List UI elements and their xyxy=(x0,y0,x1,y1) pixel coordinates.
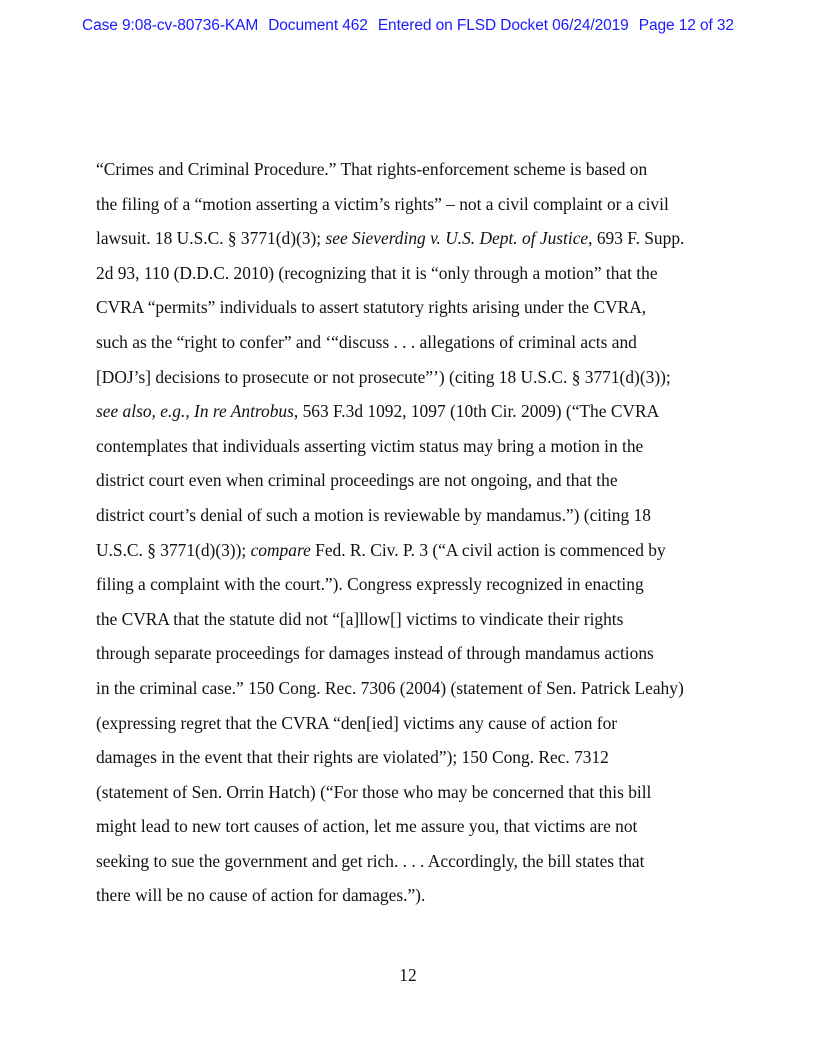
text-line xyxy=(96,325,736,360)
text-segment: 2d 93, 110 (D.D.C. 2010) (recognizing that it is “only through a motion” that the xyxy=(96,262,658,283)
text-segment: , 563 F.3d 1092, 1097 (10th Cir. 2009) (“The CVRA xyxy=(293,401,660,422)
text-segment: (expressing regret that the CVRA “den[ied] victims any cause of action for xyxy=(96,712,618,733)
text-segment: in the criminal case.” 150 Cong. Rec. 7306 (2004) (statement of Sen. Patrick Leahy) xyxy=(96,677,684,698)
text-line xyxy=(96,809,736,844)
text-segment: damages in the event that their rights are violated”); 150 Cong. Rec. 7312 xyxy=(96,747,609,768)
text-line xyxy=(96,636,736,671)
text-line xyxy=(96,533,736,568)
text-line xyxy=(96,706,736,741)
text-segment: contemplates that individuals asserting victim status may bring a motion in the xyxy=(96,435,644,456)
docket-header xyxy=(0,17,816,35)
text-segment: [DOJ’s] decisions to prosecute or not prosecute”’) (citing 18 U.S.C. § 3771(d)(3)); xyxy=(96,366,671,387)
text-line xyxy=(96,256,736,291)
text-line xyxy=(96,394,736,429)
text-segment: there will be no cause of action for damages.”). xyxy=(96,885,426,906)
entered-date: Entered on FLSD Docket 06/24/2019 xyxy=(377,17,629,34)
document-number: Document 462 xyxy=(268,17,368,34)
text-line xyxy=(96,463,736,498)
text-segment: “Crimes and Criminal Procedure.” That rights-enforcement scheme is based on xyxy=(96,159,648,179)
text-segment: (statement of Sen. Orrin Hatch) (“For those who may be concerned that this bill xyxy=(96,781,652,802)
text-segment: district court even when criminal proceedings are not ongoing, and that the xyxy=(96,470,618,491)
text-line xyxy=(96,740,736,775)
text-segment: seeking to sue the government and get rich. . . . Accordingly, the bill states that xyxy=(96,850,645,871)
text-segment: such as the “right to confer” and ‘“discuss . . . allegations of criminal acts and xyxy=(96,331,637,352)
text-segment: the CVRA that the statute did not “[a]llow[] victims to vindicate their rights xyxy=(96,608,624,629)
text-segment: lawsuit. 18 U.S.C. § 3771(d)(3); xyxy=(96,228,326,249)
text-line xyxy=(96,671,736,706)
text-line xyxy=(96,187,736,222)
text-segment: Fed. R. Civ. P. 3 (“A civil action is commenced by xyxy=(310,539,666,560)
text-line xyxy=(96,844,736,879)
text-segment: through separate proceedings for damages instead of through mandamus actions xyxy=(96,643,654,664)
italic-citation: see also, e.g., In re Antrobus xyxy=(96,401,294,422)
case-number: Case 9:08-cv-80736-KAM xyxy=(82,17,259,34)
text-line xyxy=(96,360,736,395)
text-segment: , 693 F. Supp. xyxy=(588,228,685,249)
text-line xyxy=(96,602,736,637)
text-segment: CVRA “permits” individuals to assert statutory rights arising under the CVRA, xyxy=(96,297,647,318)
text-segment: might lead to new tort causes of action, let me assure you, that victims are not xyxy=(96,816,638,837)
text-line xyxy=(96,429,736,464)
text-line xyxy=(96,775,736,810)
text-line xyxy=(96,152,736,187)
text-line xyxy=(96,290,736,325)
text-line xyxy=(96,878,736,913)
text-segment: U.S.C. § 3771(d)(3)); xyxy=(96,539,251,560)
text-segment: district court’s denial of such a motion is reviewable by mandamus.”) (citing 18 xyxy=(96,504,651,525)
text-line xyxy=(96,221,736,256)
body-paragraph xyxy=(96,152,736,913)
italic-citation: compare xyxy=(250,539,311,560)
page-number: 12 xyxy=(399,965,417,985)
italic-citation: see Sieverding v. U.S. Dept. of Justice xyxy=(325,228,589,249)
text-segment: filing a complaint with the court.”). Congress expressly recognized in enacting xyxy=(96,574,644,595)
text-line xyxy=(96,567,736,602)
text-line xyxy=(96,498,736,533)
page-of-total: Page 12 of 32 xyxy=(638,17,734,34)
text-segment: the filing of a “motion asserting a victim’s rights” – not a civil complaint or a civil xyxy=(96,193,669,214)
